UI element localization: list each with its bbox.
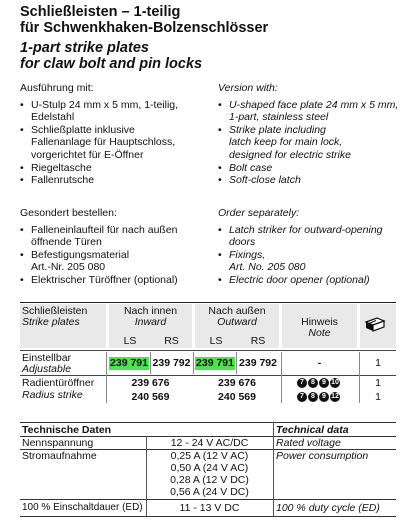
inward-ls-label: LS — [123, 335, 137, 347]
list-item-line: Art.-Nr. 205 080 — [31, 261, 106, 274]
list-item — [20, 249, 215, 274]
list-item-line: • Electric door opener (optional) — [229, 273, 370, 286]
table-bottom-rule — [20, 516, 396, 517]
article-number: 239 676 — [218, 377, 256, 389]
note-label-english: Note — [308, 327, 331, 339]
note-marker: 7 — [297, 378, 307, 388]
list-item — [20, 162, 215, 175]
spec-label-german: Nennspannung — [22, 437, 94, 449]
list-item-line: • Schließplatte inklusive — [31, 123, 135, 136]
column-divider — [150, 352, 151, 374]
list-item-line: Fallenanlage für Hauptschloss, — [31, 136, 176, 149]
list-item-line: • U-shaped face plate 24 mm x 5 mm, — [229, 98, 399, 111]
list-item-line: • Strike plate including — [229, 123, 326, 136]
title-german-line-2: für Schwenkhaken-Bolzenschlösser — [20, 20, 269, 36]
column-divider — [236, 352, 237, 374]
order-english — [218, 207, 408, 287]
note-label-german: Hinweis — [301, 316, 338, 328]
article-number: 239 792 — [239, 357, 277, 369]
order-german — [20, 207, 215, 287]
technical-data-table — [20, 422, 396, 522]
column-divider — [273, 422, 274, 516]
list-item — [218, 99, 408, 124]
note-marker: 9 — [319, 378, 329, 388]
column-divider — [193, 352, 194, 374]
spec-value: 11 - 13 V DC — [179, 502, 240, 514]
list-item-line: • Riegeltasche — [31, 161, 92, 174]
order-english-heading: Order separately: — [218, 207, 300, 219]
article-number: 239 792 — [152, 357, 191, 369]
column-label-english: Strike plates — [22, 316, 80, 328]
specs-english-heading: Version with: — [218, 82, 278, 94]
list-item-line: • Elektrischer Türöffner (optional) — [31, 273, 178, 286]
spec-value: 12 - 24 V AC/DC — [170, 437, 249, 449]
column-label-german: Schließleisten — [22, 305, 88, 317]
specs-german-heading: Ausführung mit: — [20, 82, 94, 94]
row-label-english: Adjustable — [22, 363, 72, 375]
spec-label-german: Stromaufnahme — [22, 450, 97, 462]
list-item-line: • Befestigungsmaterial — [31, 248, 130, 261]
list-item — [20, 124, 215, 162]
title-german-line-1: Schließleisten – 1-teilig — [20, 4, 181, 20]
outward-label-german: Nach außen — [208, 305, 266, 317]
table-top-rule — [20, 422, 396, 423]
article-number: 240 569 — [131, 391, 170, 403]
row-label-german: Einstellbar — [22, 352, 72, 364]
list-item-line: • Soft-close latch — [229, 174, 301, 187]
row-label-english: Radius strike — [22, 389, 83, 401]
table-top-rule — [20, 302, 396, 303]
spec-value: 0,25 A (12 V AC) — [170, 450, 249, 462]
outward-label-english: Outward — [217, 316, 257, 328]
list-item — [20, 174, 215, 187]
note-marker: 10 — [331, 379, 339, 386]
column-divider — [281, 352, 282, 403]
row-rule — [20, 499, 396, 500]
title-english-line-2: for claw bolt and pin locks — [20, 56, 203, 72]
note-marker: 7 — [297, 392, 307, 402]
list-item-line: öffnende Türen — [31, 236, 102, 249]
spec-value: 0,56 A (24 V DC) — [170, 486, 249, 498]
title-english-line-1: 1-part strike plates — [20, 40, 149, 56]
row-label-german: Radientüröffner — [22, 377, 95, 389]
list-item-line: doors — [229, 236, 256, 249]
list-item-line: 1-part, stainless steel — [229, 111, 329, 124]
note-marker: 12 — [331, 393, 339, 400]
spec-label-english: 100 % duty cycle (ED) — [276, 502, 380, 514]
spec-label-english: Rated voltage — [276, 437, 341, 449]
list-item-line: Edelstahl — [31, 111, 75, 124]
column-divider — [359, 352, 360, 403]
note-marker: 9 — [319, 392, 329, 402]
quantity-value: 1 — [375, 377, 381, 389]
note-marker: 8 — [308, 378, 318, 388]
list-item-line: • Fallenrutsche — [31, 174, 95, 187]
list-item-line: designed for electric strike — [229, 148, 351, 161]
list-item-line: • Latch striker for outward-opening — [229, 223, 383, 236]
quantity-value: 1 — [375, 391, 381, 403]
list-item-line: • U-Stulp 24 mm x 5 mm, 1-teilig, — [31, 98, 179, 111]
note-marker: 8 — [308, 392, 318, 402]
outward-rs-label: RS — [250, 335, 266, 347]
list-item-line: • Fixings, — [229, 248, 266, 261]
column-divider — [106, 352, 107, 403]
list-item-line: • Bolt case — [229, 161, 273, 174]
list-item — [20, 224, 215, 249]
header-gap — [357, 304, 360, 348]
list-item — [218, 174, 408, 187]
strike-plate-table — [20, 302, 396, 404]
spec-label-german: 100 % Einschaltdauer (ED) — [22, 502, 143, 513]
list-item — [218, 249, 408, 274]
spec-value: 0,50 A (24 V AC) — [170, 462, 249, 474]
specs-german-list — [20, 99, 215, 187]
list-item-line: • Falleneinlaufteil für nach außen — [31, 223, 178, 236]
article-number-highlighted: 239 791 — [110, 357, 148, 369]
outward-ls-label: LS — [209, 335, 223, 347]
column-divider — [146, 436, 147, 516]
list-item-line: Art. No. 205 080 — [229, 261, 306, 274]
order-german-heading: Gesondert bestellen: — [20, 207, 117, 219]
technical-heading-german: Technische Daten — [22, 424, 112, 436]
note-value: - — [317, 357, 322, 369]
list-item — [20, 274, 215, 287]
note-markers — [297, 392, 340, 402]
order-german-list — [20, 224, 215, 287]
row-rule — [20, 350, 396, 351]
article-number: 239 676 — [131, 377, 170, 389]
inward-label-english: Inward — [134, 316, 167, 328]
article-number-highlighted: 239 791 — [196, 357, 234, 369]
quantity-value: 1 — [375, 357, 381, 369]
list-item — [218, 274, 408, 287]
list-item — [218, 162, 408, 175]
note-markers — [297, 378, 340, 388]
inward-label-german: Nach innen — [123, 305, 178, 317]
list-item — [218, 224, 408, 249]
spec-label-english: Power consumption — [276, 450, 369, 462]
technical-heading-english: Technical data — [276, 424, 349, 436]
spec-value: 0,28 A (12 V DC) — [170, 474, 249, 486]
article-number: 240 569 — [218, 391, 256, 403]
box-icon — [364, 316, 386, 335]
list-item — [20, 99, 215, 124]
row-rule — [20, 375, 396, 376]
specs-english-list — [218, 99, 408, 187]
specs-german — [20, 82, 215, 187]
inward-rs-label: RS — [164, 335, 179, 347]
specs-english — [218, 82, 408, 187]
list-item-line: latch keep for main lock, — [229, 136, 343, 149]
order-english-list — [218, 224, 408, 287]
list-item — [218, 124, 408, 162]
list-item-line: vorgerichtet für E-Öffner — [31, 148, 144, 161]
